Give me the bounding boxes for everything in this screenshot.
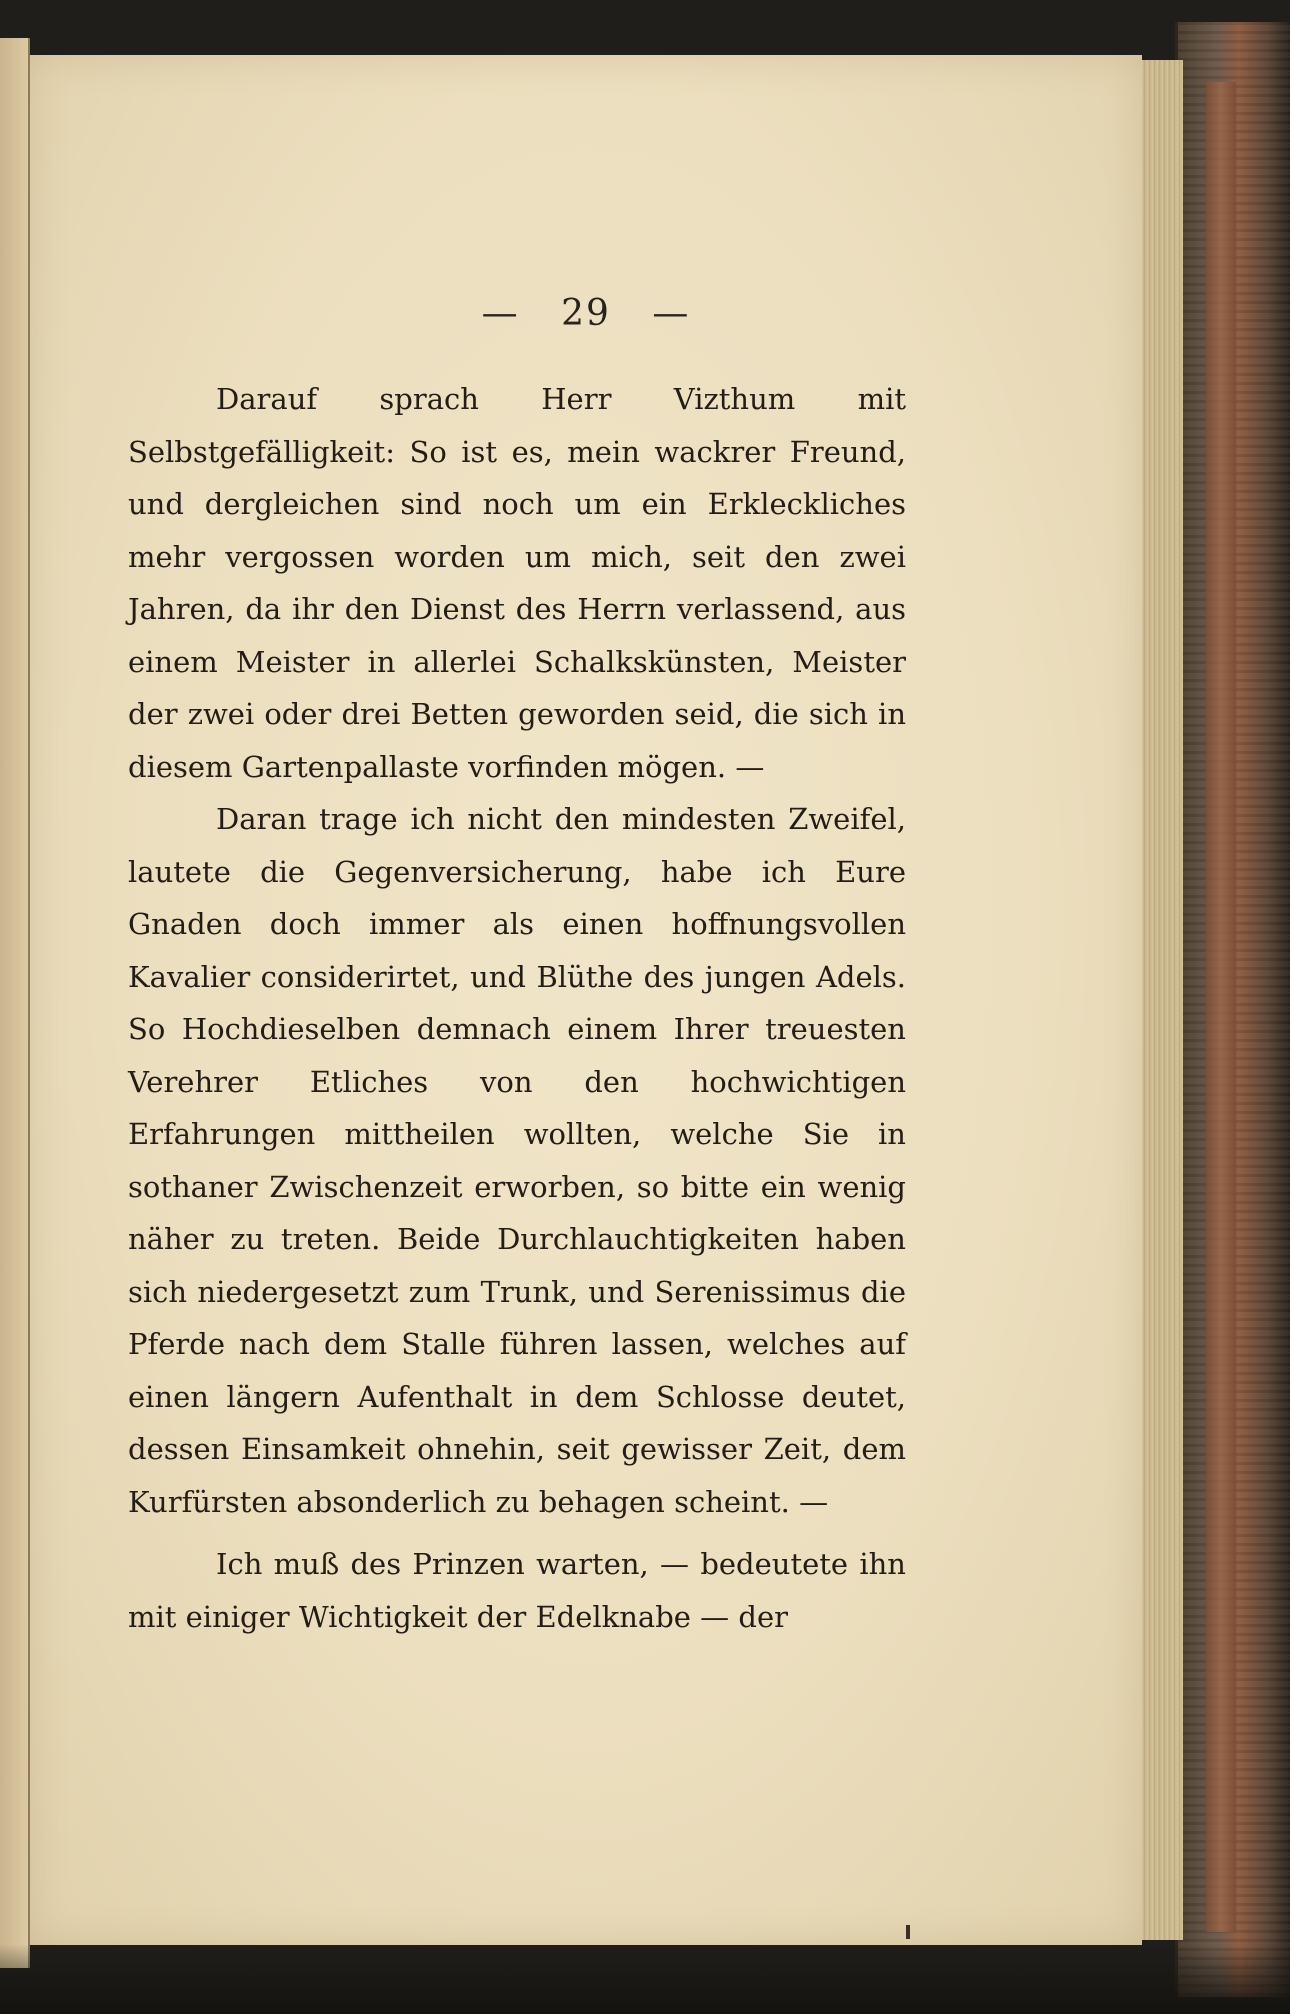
facing-page-edge xyxy=(0,38,30,1968)
page-block-edges xyxy=(1140,60,1183,1940)
cover-leather-stripe xyxy=(1206,82,1236,1932)
book-page xyxy=(30,55,1142,1945)
header-dash-left: — xyxy=(481,293,520,334)
page-header xyxy=(30,293,1142,334)
ink-speck xyxy=(906,1925,910,1939)
bottom-shadow xyxy=(0,1944,1290,2014)
book-cover-board xyxy=(1175,22,1290,1997)
paragraph: Ich muß des Prinzen warten, — bedeutete ihn mit einiger Wichtigkeit der Edelknabe — der xyxy=(128,1547,906,1634)
header-dash-right: — xyxy=(652,293,691,334)
paragraph: Darauf sprach Herr Vizthum mit Selbstgefälligkeit: So ist es, mein wackrer Freund, und dergleichen sind noch um ein Erkleckliches mehr vergossen worden um mich, seit den zwei Jahren, da ihr den Dienst des Herrn verlassend, aus einem Meister in allerlei Schalkskünsten, Meister der zwei oder drei Betten geworden seid, die sich in diesem Gartenpallaste vorfinden mögen. — xyxy=(128,382,906,784)
page-body-text xyxy=(128,373,906,1643)
paragraph: Daran trage ich nicht den mindesten Zweifel, lautete die Gegenversicherung, habe ich Eure Gnaden doch immer als einen hoffnungsvollen Kavalier considerirtet, und Blüthe des jungen Adels. So Hochdieselben demnach einem Ihrer treuesten Verehrer Etliches von den hochwichtigen Erfahrungen mittheilen wollten, welche Sie in sothaner Zwischenzeit erworben, so bitte ein wenig näher zu treten. Beide Durchlauchtigkeiten haben sich niedergesetzt zum Trunk, und Serenissimus die Pferde nach dem Stalle führen lassen, welches auf einen längern Aufenthalt in dem Schlosse deutet, dessen Einsamkeit ohnehin, seit gewisser Zeit, dem Kurfürsten absonderlich zu behagen scheint. — xyxy=(128,802,906,1519)
page-number: 29 xyxy=(561,293,611,334)
